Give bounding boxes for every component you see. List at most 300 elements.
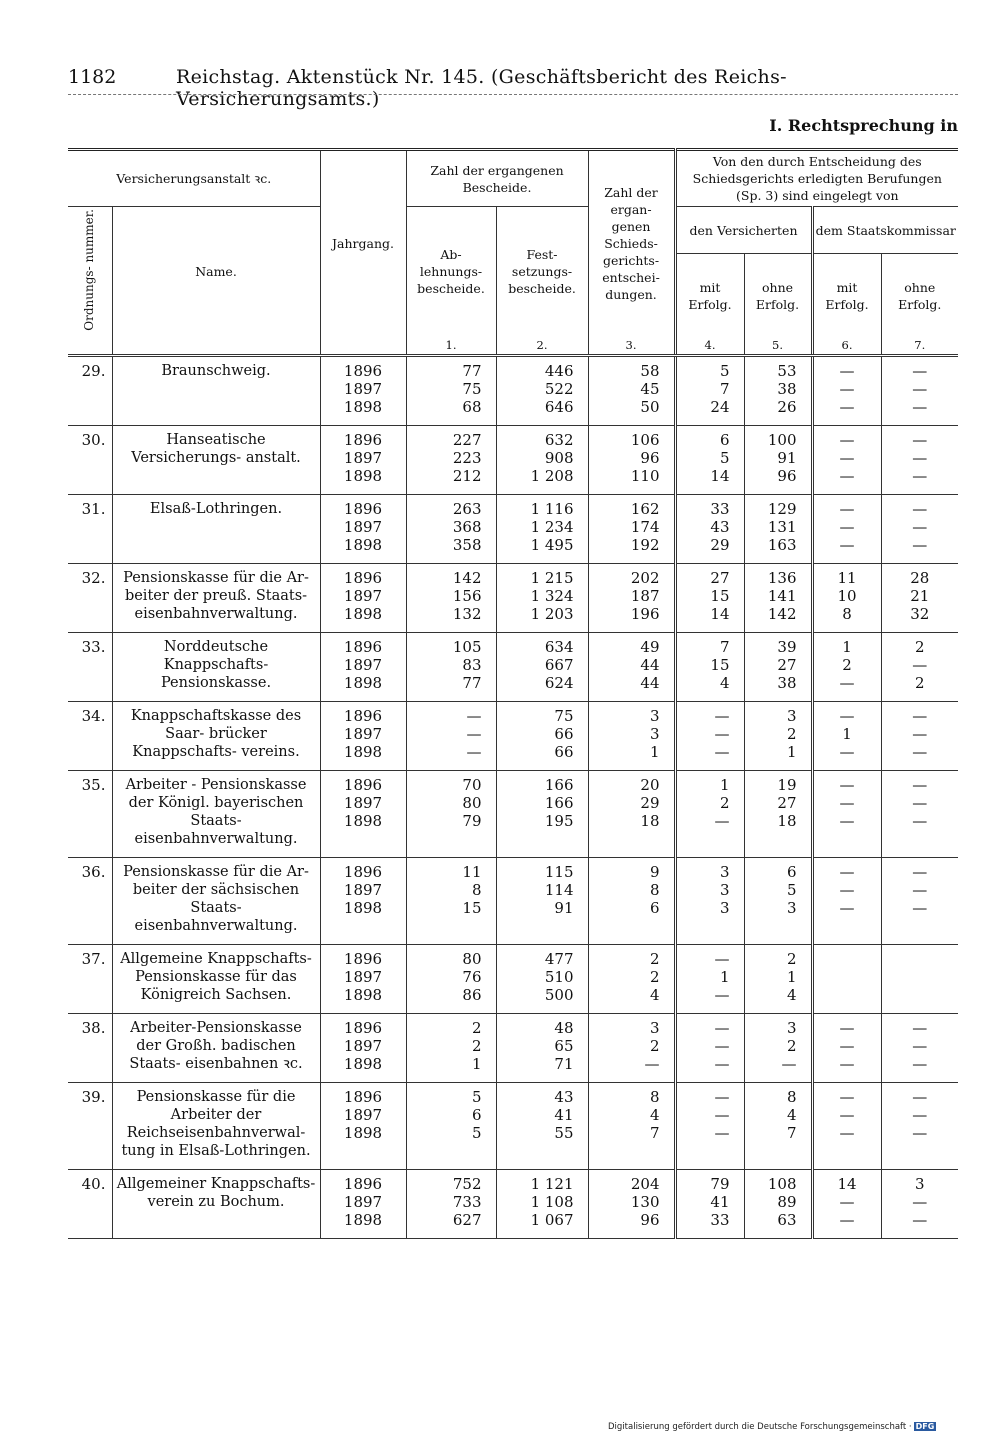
- value: 634: [544, 637, 574, 656]
- year-cell: [320, 944, 406, 1013]
- year-cell: [320, 1082, 406, 1169]
- value-cell-c1: [406, 425, 496, 494]
- institution-name: Norddeutsche Knappschafts- Pensionskasse.: [112, 632, 320, 701]
- value: —: [912, 1087, 928, 1106]
- value-cell-c6: [812, 770, 881, 857]
- table-row: [68, 857, 958, 944]
- value-cell-c5: [744, 355, 812, 425]
- value-cell-c7: [881, 425, 958, 494]
- value: 80: [462, 949, 482, 968]
- value-cell-c3: [588, 494, 675, 563]
- value-cell-c7: [881, 1169, 958, 1238]
- header-bescheide: Zahl der ergangenen Bescheide.: [406, 150, 588, 207]
- value: 2: [915, 673, 925, 692]
- value: 1: [786, 742, 797, 761]
- value: 1 116: [530, 499, 574, 518]
- year-value: 1898: [343, 535, 383, 554]
- value: —: [839, 466, 855, 485]
- value: 1 324: [530, 586, 574, 605]
- value: —: [839, 430, 855, 449]
- year-value: 1896: [343, 949, 383, 968]
- value: 8: [786, 1087, 797, 1106]
- value-cell-c6: [812, 632, 881, 701]
- value: 2: [786, 724, 797, 743]
- column-number: 5.: [744, 337, 812, 356]
- value: 4: [649, 985, 660, 1004]
- value: 1 203: [530, 604, 574, 623]
- value: —: [839, 811, 855, 830]
- header-schiedsgericht: Zahl der ergan- genen Schieds- gerichts- entschei- dungen.: [588, 150, 675, 337]
- value: 166: [544, 775, 574, 794]
- value: 29: [640, 793, 660, 812]
- value: —: [839, 499, 855, 518]
- section-heading: I. Rechtsprechung in: [769, 116, 958, 135]
- value: —: [839, 397, 855, 416]
- value: 6: [649, 898, 660, 917]
- value-cell-c5: [744, 770, 812, 857]
- value: 14: [837, 1174, 857, 1193]
- row-number: 29.: [68, 355, 112, 425]
- value: 477: [544, 949, 574, 968]
- value: 132: [452, 604, 482, 623]
- value: 163: [767, 535, 797, 554]
- value: 4: [719, 673, 730, 692]
- value: 1: [842, 724, 852, 743]
- value-cell-c3: [588, 1169, 675, 1238]
- header-anstalt: Versicherungsanstalt ꝛc.: [68, 150, 320, 207]
- value: —: [912, 397, 928, 416]
- value: 65: [554, 1036, 574, 1055]
- value-cell-c2: [496, 944, 588, 1013]
- value: 3: [719, 880, 730, 899]
- value: 15: [462, 898, 482, 917]
- year-value: 1897: [343, 724, 383, 743]
- value: 202: [630, 568, 660, 587]
- value: 38: [777, 379, 797, 398]
- value-cell-c1: [406, 494, 496, 563]
- year-cell: [320, 563, 406, 632]
- year-value: 1897: [343, 1105, 383, 1124]
- year-value: 1896: [343, 862, 383, 881]
- value: 368: [452, 517, 482, 536]
- year-value: 1897: [343, 586, 383, 605]
- value: 75: [462, 379, 482, 398]
- table-row: [68, 632, 958, 701]
- value: 1: [719, 967, 730, 986]
- value-cell-c6: [812, 1082, 881, 1169]
- value-cell-c4: [675, 425, 744, 494]
- statistics-table: [68, 148, 958, 1239]
- value: 28: [910, 568, 930, 587]
- value-cell-c1: [406, 1169, 496, 1238]
- value-cell-c1: [406, 632, 496, 701]
- value: 3: [719, 862, 730, 881]
- value: —: [839, 1036, 855, 1055]
- value: —: [839, 517, 855, 536]
- value-cell-c1: [406, 857, 496, 944]
- value: 1 215: [530, 568, 574, 587]
- value: 4: [786, 1105, 797, 1124]
- value: —: [839, 1018, 855, 1037]
- value: 7: [719, 379, 730, 398]
- value: 174: [630, 517, 660, 536]
- institution-name: Knappschaftskasse des Saar- brücker Knappschafts- vereins.: [112, 701, 320, 770]
- value: —: [912, 499, 928, 518]
- value: —: [714, 949, 730, 968]
- header-rule: [68, 94, 958, 95]
- value: 63: [777, 1210, 797, 1229]
- value: 66: [554, 724, 574, 743]
- value: 6: [786, 862, 797, 881]
- value-cell-c1: [406, 701, 496, 770]
- value-cell-c2: [496, 355, 588, 425]
- value-cell-c3: [588, 425, 675, 494]
- value: 7: [786, 1123, 797, 1142]
- value-cell-c6: [812, 563, 881, 632]
- value: —: [714, 706, 730, 725]
- value: —: [912, 361, 928, 380]
- value: 2: [842, 655, 852, 674]
- header-ohne-erfolg-5: ohne Erfolg.: [744, 254, 812, 337]
- value: —: [912, 775, 928, 794]
- institution-name: Allgemeiner Knappschafts- verein zu Bochum.: [112, 1169, 320, 1238]
- value: 79: [462, 811, 482, 830]
- value: 2: [649, 1036, 660, 1055]
- value: 48: [554, 1018, 574, 1037]
- value: 18: [640, 811, 660, 830]
- value: 27: [777, 793, 797, 812]
- row-number: 33.: [68, 632, 112, 701]
- value: 53: [777, 361, 797, 380]
- value: —: [839, 535, 855, 554]
- value-cell-c1: [406, 1013, 496, 1082]
- value: [817, 968, 878, 986]
- value: 1: [649, 742, 660, 761]
- value-cell-c1: [406, 355, 496, 425]
- value: —: [839, 1105, 855, 1124]
- value: —: [839, 361, 855, 380]
- value: 1: [719, 775, 730, 794]
- value: —: [912, 517, 928, 536]
- value-cell-c2: [496, 1169, 588, 1238]
- value-cell-c6: [812, 1013, 881, 1082]
- value: 41: [710, 1192, 730, 1211]
- institution-name: Pensionskasse für die Ar- beiter der preuß. Staats- eisenbahnverwaltung.: [112, 563, 320, 632]
- value: 196: [630, 604, 660, 623]
- value: 1 234: [530, 517, 574, 536]
- value: 24: [710, 397, 730, 416]
- value: —: [839, 706, 855, 725]
- value-cell-c2: [496, 1013, 588, 1082]
- value: —: [912, 655, 928, 674]
- row-number: 38.: [68, 1013, 112, 1082]
- value: 106: [630, 430, 660, 449]
- table-row: [68, 944, 958, 1013]
- value: 5: [719, 448, 730, 467]
- year-value: 1898: [343, 397, 383, 416]
- value: 43: [710, 517, 730, 536]
- value-cell-c4: [675, 1169, 744, 1238]
- value-cell-c6: [812, 1169, 881, 1238]
- value: 43: [554, 1087, 574, 1106]
- value: 3: [719, 898, 730, 917]
- value-cell-c5: [744, 1082, 812, 1169]
- year-value: 1898: [343, 811, 383, 830]
- row-number: 31.: [68, 494, 112, 563]
- value-cell-c1: [406, 944, 496, 1013]
- value-cell-c3: [588, 632, 675, 701]
- value-cell-c4: [675, 944, 744, 1013]
- year-value: 1896: [343, 568, 383, 587]
- header-versicherten: den Versicherten: [675, 207, 812, 254]
- value: 4: [649, 1105, 660, 1124]
- row-number: 32.: [68, 563, 112, 632]
- value: 115: [544, 862, 574, 881]
- year-cell: [320, 355, 406, 425]
- value: —: [839, 379, 855, 398]
- value: —: [912, 1192, 928, 1211]
- row-number: 36.: [68, 857, 112, 944]
- value: 263: [452, 499, 482, 518]
- value: —: [839, 448, 855, 467]
- year-value: 1897: [343, 1036, 383, 1055]
- year-value: 1898: [343, 985, 383, 1004]
- value-cell-c6: [812, 944, 881, 1013]
- value: —: [912, 1105, 928, 1124]
- value: 11: [462, 862, 482, 881]
- value: 11: [837, 568, 857, 587]
- value-cell-c7: [881, 563, 958, 632]
- table-row: [68, 425, 958, 494]
- row-number: 34.: [68, 701, 112, 770]
- header-ablehnung: Ab- lehnungs- bescheide.: [406, 207, 496, 337]
- value-cell-c7: [881, 632, 958, 701]
- value: —: [644, 1054, 660, 1073]
- value: [885, 968, 956, 986]
- value: —: [912, 862, 928, 881]
- year-value: 1896: [343, 775, 383, 794]
- value: 29: [710, 535, 730, 554]
- value: —: [714, 985, 730, 1004]
- column-number: 3.: [588, 337, 675, 356]
- value: 68: [462, 397, 482, 416]
- value: —: [839, 1123, 855, 1142]
- table-row: [68, 1082, 958, 1169]
- running-title: Reichstag. Aktenstück Nr. 145. (Geschäftsbericht des Reichs-Versicherungsamts.): [176, 66, 787, 110]
- value: 83: [462, 655, 482, 674]
- value: —: [912, 811, 928, 830]
- institution-name: Pensionskasse für die Ar- beiter der sächsischen Staats- eisenbahnverwaltung.: [112, 857, 320, 944]
- value: 70: [462, 775, 482, 794]
- value: 96: [777, 466, 797, 485]
- value-cell-c6: [812, 857, 881, 944]
- value-cell-c6: [812, 425, 881, 494]
- value-cell-c4: [675, 494, 744, 563]
- value: 3: [786, 898, 797, 917]
- value-cell-c7: [881, 857, 958, 944]
- value: 33: [710, 1210, 730, 1229]
- value: 75: [554, 706, 574, 725]
- page-header: [68, 66, 958, 110]
- dfg-logo: DFG: [915, 1422, 935, 1431]
- year-cell: [320, 1169, 406, 1238]
- header-jahrgang: Jahrgang.: [320, 150, 406, 337]
- value-cell-c4: [675, 857, 744, 944]
- value: 8: [842, 604, 852, 623]
- value: 71: [554, 1054, 574, 1073]
- year-cell: [320, 494, 406, 563]
- value: 21: [910, 586, 930, 605]
- year-value: 1897: [343, 967, 383, 986]
- value-cell-c3: [588, 857, 675, 944]
- value: 86: [462, 985, 482, 1004]
- year-value: 1897: [343, 448, 383, 467]
- value: 89: [777, 1192, 797, 1211]
- value-cell-c2: [496, 563, 588, 632]
- value: 667: [544, 655, 574, 674]
- value-cell-c4: [675, 770, 744, 857]
- value-cell-c3: [588, 1082, 675, 1169]
- value: 8: [471, 880, 482, 899]
- year-value: 1896: [343, 430, 383, 449]
- value-cell-c5: [744, 944, 812, 1013]
- value: 33: [710, 499, 730, 518]
- value: 156: [452, 586, 482, 605]
- header-mit-erfolg-6: mit Erfolg.: [812, 254, 881, 337]
- value-cell-c7: [881, 944, 958, 1013]
- value: 15: [710, 655, 730, 674]
- institution-name: Arbeiter-Pensionskasse der Großh. badischen Staats- eisenbahnen ꝛc.: [112, 1013, 320, 1082]
- value-cell-c7: [881, 494, 958, 563]
- value: —: [466, 706, 482, 725]
- institution-name: Hanseatische Versicherungs- anstalt.: [112, 425, 320, 494]
- year-value: 1898: [343, 673, 383, 692]
- year-value: 1898: [343, 742, 383, 761]
- value: 908: [544, 448, 574, 467]
- value: —: [839, 1192, 855, 1211]
- value-cell-c3: [588, 355, 675, 425]
- value: —: [839, 793, 855, 812]
- value-cell-c4: [675, 355, 744, 425]
- value-cell-c2: [496, 494, 588, 563]
- value: 44: [640, 655, 660, 674]
- value-cell-c6: [812, 355, 881, 425]
- value: 130: [630, 1192, 660, 1211]
- value: 3: [915, 1174, 925, 1193]
- year-cell: [320, 701, 406, 770]
- value: 204: [630, 1174, 660, 1193]
- column-number: 6.: [812, 337, 881, 356]
- year-value: 1896: [343, 637, 383, 656]
- value: 632: [544, 430, 574, 449]
- value: —: [466, 742, 482, 761]
- value: 10: [837, 586, 857, 605]
- table-row: [68, 1169, 958, 1238]
- value: 66: [554, 742, 574, 761]
- institution-name: Elsaß-Lothringen.: [112, 494, 320, 563]
- value-cell-c3: [588, 701, 675, 770]
- value: 96: [640, 1210, 660, 1229]
- institution-name: Braunschweig.: [112, 355, 320, 425]
- value: —: [912, 1036, 928, 1055]
- value: 627: [452, 1210, 482, 1229]
- value: —: [714, 724, 730, 743]
- year-cell: [320, 1013, 406, 1082]
- value: 39: [777, 637, 797, 656]
- value-cell-c7: [881, 701, 958, 770]
- value: [885, 986, 956, 1004]
- value-cell-c5: [744, 1169, 812, 1238]
- year-cell: [320, 770, 406, 857]
- value: 1 108: [530, 1192, 574, 1211]
- value: —: [714, 1036, 730, 1055]
- value: 142: [767, 604, 797, 623]
- value: 19: [777, 775, 797, 794]
- year-value: 1897: [343, 793, 383, 812]
- institution-name: Pensionskasse für die Arbeiter der Reichseisenbahnverwal- tung in Elsaß-Lothringen.: [112, 1082, 320, 1169]
- table-row: [68, 1013, 958, 1082]
- value: 2: [786, 949, 797, 968]
- value: 1: [842, 637, 852, 656]
- value: 15: [710, 586, 730, 605]
- value: 2: [649, 967, 660, 986]
- header-staatskommissar: dem Staatskommissar: [812, 207, 958, 254]
- value: 227: [452, 430, 482, 449]
- value: —: [839, 1087, 855, 1106]
- value-cell-c7: [881, 1013, 958, 1082]
- value: 80: [462, 793, 482, 812]
- year-value: 1896: [343, 706, 383, 725]
- year-value: 1897: [343, 880, 383, 899]
- value: 76: [462, 967, 482, 986]
- value-cell-c1: [406, 770, 496, 857]
- row-number: 39.: [68, 1082, 112, 1169]
- value: 105: [452, 637, 482, 656]
- header-ohne-erfolg-7: ohne Erfolg.: [881, 254, 958, 337]
- value-cell-c6: [812, 701, 881, 770]
- column-number: 7.: [881, 337, 958, 356]
- value: 195: [544, 811, 574, 830]
- value: 1: [471, 1054, 482, 1073]
- value: —: [912, 898, 928, 917]
- value: 5: [786, 880, 797, 899]
- value: —: [912, 880, 928, 899]
- value: 58: [640, 361, 660, 380]
- value: 45: [640, 379, 660, 398]
- value: —: [714, 1105, 730, 1124]
- value: 50: [640, 397, 660, 416]
- value: 1 208: [530, 466, 574, 485]
- value: [885, 950, 956, 968]
- value-cell-c3: [588, 944, 675, 1013]
- value: 7: [719, 637, 730, 656]
- value: 187: [630, 586, 660, 605]
- value: 77: [462, 673, 482, 692]
- header-mit-erfolg-4: mit Erfolg.: [675, 254, 744, 337]
- value: 129: [767, 499, 797, 518]
- value: 18: [777, 811, 797, 830]
- value: —: [912, 535, 928, 554]
- value: —: [839, 862, 855, 881]
- column-number: 2.: [496, 337, 588, 356]
- year-value: 1897: [343, 655, 383, 674]
- institution-name: Arbeiter - Pensionskasse der Königl. bayerischen Staats- eisenbahnverwaltung.: [112, 770, 320, 857]
- value: 41: [554, 1105, 574, 1124]
- value: 27: [710, 568, 730, 587]
- value: —: [912, 1054, 928, 1073]
- value: 522: [544, 379, 574, 398]
- value: —: [912, 1210, 928, 1229]
